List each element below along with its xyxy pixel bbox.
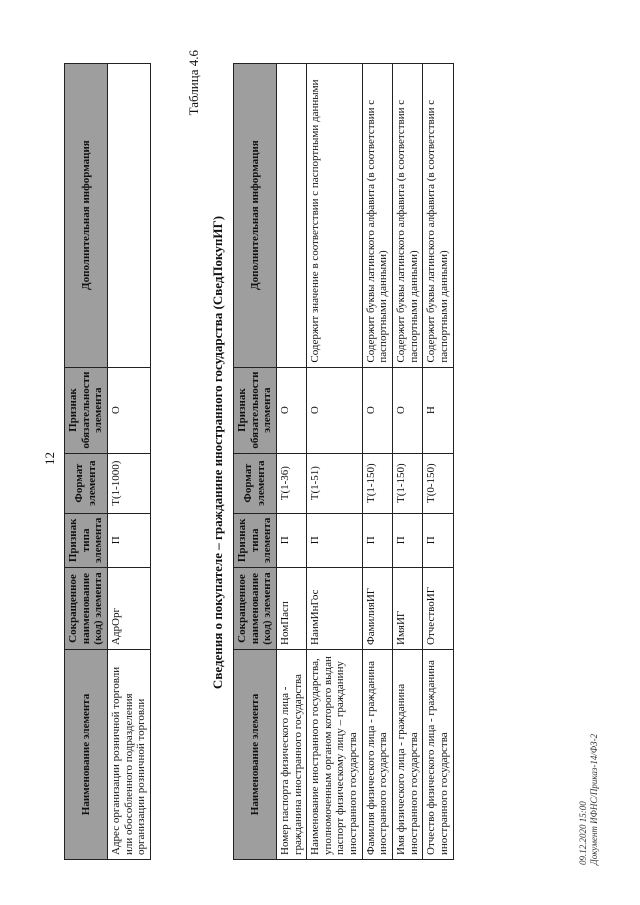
cell-info: Содержит буквы латинского алфавита (в соответствии с паспортными данными) — [423, 63, 453, 367]
cell-element-name: Адрес организации розничной торговли или обособленного подразделения организации розничной торговли — [107, 650, 150, 860]
cell-required: О — [276, 367, 306, 453]
section-title: Сведения о покупателе – гражданине иностранного государства (СведПокупИГ) — [210, 215, 225, 690]
cell-required: О — [107, 367, 150, 453]
footer-line: Документ ИФНС/Приказ-14/ФЗ-2 — [588, 733, 599, 865]
cell-element-name: Отчество физического лица - гражданина иностранного государства — [423, 650, 453, 860]
cell-info: Содержит значение в соответствии с паспортными данными — [307, 63, 363, 367]
cell-code: НаимИнГос — [307, 568, 363, 650]
cell-required: Н — [423, 367, 453, 453]
cell-required: О — [393, 367, 423, 453]
table-label: Таблица 4.6 — [186, 50, 201, 116]
footer-note — [578, 734, 600, 865]
cell-element-name: Фамилия физического лица - гражданина иностранного государства — [362, 650, 392, 860]
table-row — [362, 63, 392, 859]
table-row — [423, 63, 453, 859]
cell-type: П — [276, 513, 306, 567]
header-cell: Дополнительная информация — [65, 63, 108, 367]
header-cell: Сокращенное наименование (код) элемента — [65, 568, 108, 650]
table-row — [276, 63, 306, 859]
header-cell: Дополнительная информация — [234, 63, 277, 367]
header-cell: Признак типа элемента — [65, 513, 108, 567]
table-row — [393, 63, 423, 859]
table-header-row — [65, 63, 108, 859]
header-cell: Признак обязательности элемента — [234, 367, 277, 453]
cell-info — [276, 63, 306, 367]
header-cell: Наименование элемента — [234, 650, 277, 860]
cell-element-name: Наименование иностранного государства, уполномоченным органом которого выдан паспорт физическому лицу – гражданину иностранного государства — [307, 650, 363, 860]
header-cell: Наименование элемента — [65, 650, 108, 860]
cell-format: T(1-51) — [307, 453, 363, 513]
header-cell: Признак типа элемента — [234, 513, 277, 567]
cell-type: П — [423, 513, 453, 567]
table-row — [107, 63, 150, 859]
cell-code: ИмяИГ — [393, 568, 423, 650]
footer-line: 09.12.2020 15:00 — [578, 801, 588, 865]
cell-format: T(0-150) — [423, 453, 453, 513]
table-row — [307, 63, 363, 859]
cell-code: ФамилияИГ — [362, 568, 392, 650]
header-cell: Сокращенное наименование (код) элемента — [234, 568, 277, 650]
cell-info — [107, 63, 150, 367]
cell-type: П — [307, 513, 363, 567]
cell-type: П — [393, 513, 423, 567]
header-cell: Формат элемента — [234, 453, 277, 513]
cell-format: T(1-150) — [393, 453, 423, 513]
cell-type: П — [362, 513, 392, 567]
header-cell: Формат элемента — [65, 453, 108, 513]
page-number: 12 — [42, 452, 57, 465]
table-continuation — [64, 63, 151, 860]
cell-format: T(1-150) — [362, 453, 392, 513]
table-buyer-foreign — [233, 63, 454, 860]
cell-type: П — [107, 513, 150, 567]
cell-required: О — [307, 367, 363, 453]
cell-element-name: Имя физического лица - гражданина иностранного государства — [393, 650, 423, 860]
cell-code: НомПасп — [276, 568, 306, 650]
cell-format: T(1-36) — [276, 453, 306, 513]
cell-code: АдрОрг — [107, 568, 150, 650]
cell-required: О — [362, 367, 392, 453]
table-header-row — [234, 63, 277, 859]
cell-info: Содержит буквы латинского алфавита (в соответствии с паспортными данными) — [393, 63, 423, 367]
cell-info: Содержит буквы латинского алфавита (в соответствии с паспортными данными) — [362, 63, 392, 367]
cell-code: ОтчествоИГ — [423, 568, 453, 650]
cell-format: T(1-1000) — [107, 453, 150, 513]
cell-element-name: Номер паспорта физического лица - гражданина иностранного государства — [276, 650, 306, 860]
header-cell: Признак обязательности элемента — [65, 367, 108, 453]
